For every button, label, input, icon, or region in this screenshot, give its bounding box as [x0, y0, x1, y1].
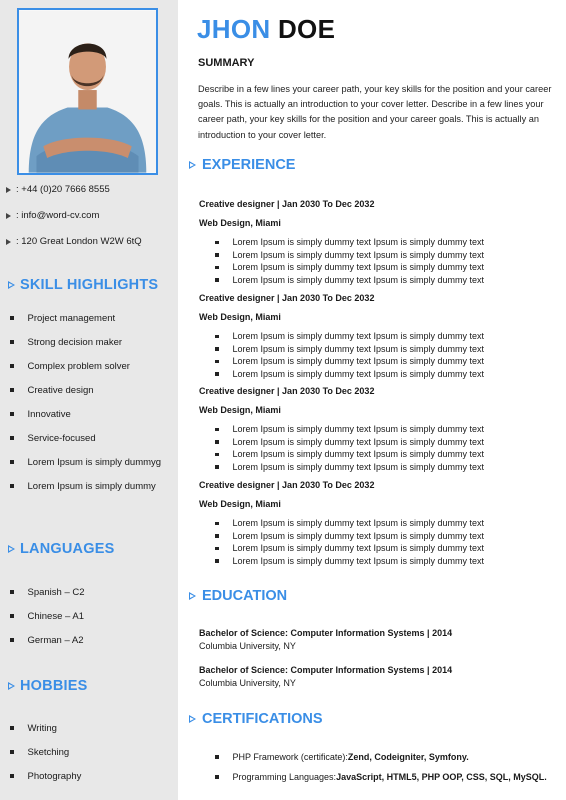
- bullet-text: Lorem Ipsum is simply dummy text Ipsum is simply dummy text: [232, 275, 485, 286]
- bullet-icon: [10, 774, 14, 778]
- bullet-icon: [215, 534, 219, 538]
- list-item: [215, 530, 559, 543]
- bullet-icon: [10, 638, 14, 642]
- job-place: Web Design, Miami: [199, 218, 281, 228]
- bullet-icon: [215, 278, 219, 282]
- bullet-icon: [10, 614, 14, 618]
- list-item: [10, 354, 161, 378]
- education-heading: [189, 588, 287, 604]
- list-item: [10, 378, 161, 402]
- language-text: Spanish – C2: [27, 586, 85, 598]
- bullet-text: Lorem Ipsum is simply dummy text Ipsum is simply dummy text: [232, 556, 485, 567]
- language-text: German – A2: [27, 634, 84, 646]
- job-title: Creative designer | Jan 2030 To Dec 2032: [199, 293, 375, 303]
- bullet-icon: [215, 465, 219, 469]
- bullet-text: Lorem Ipsum is simply dummy text Ipsum is simply dummy text: [232, 530, 485, 541]
- education-heading-text: EDUCATION: [202, 588, 288, 604]
- job-entry: [199, 293, 559, 380]
- job-bullets: [215, 517, 559, 567]
- profile-photo: [17, 8, 158, 175]
- bullet-text: Lorem Ipsum is simply dummy text Ipsum is simply dummy text: [232, 343, 485, 354]
- bullet-text: Lorem Ipsum is simply dummy text Ipsum is simply dummy text: [232, 249, 485, 260]
- skill-text: Project management: [27, 312, 116, 324]
- skill-text: Service-focused: [27, 432, 96, 444]
- skill-text: Creative design: [27, 384, 94, 396]
- bullet-text: Lorem Ipsum is simply dummy text Ipsum is simply dummy text: [232, 543, 485, 554]
- job-place: Web Design, Miami: [199, 499, 281, 509]
- list-item: [215, 343, 559, 356]
- bullet-text: Lorem Ipsum is simply dummy text Ipsum is simply dummy text: [232, 424, 485, 435]
- bullet-text: Lorem Ipsum is simply dummy text Ipsum is simply dummy text: [232, 237, 485, 248]
- bullet-icon: [10, 364, 14, 368]
- phone-icon: [6, 187, 11, 193]
- bullet-icon: [10, 340, 14, 344]
- bullet-icon: [215, 253, 219, 257]
- bullet-icon: [10, 750, 14, 754]
- hobby-text: Sketching: [27, 746, 70, 758]
- job-entry: [199, 480, 559, 567]
- certifications-list: [215, 747, 547, 787]
- contact-address: [6, 236, 142, 247]
- language-text: Chinese – A1: [27, 610, 85, 622]
- languages-heading-text: LANGUAGES: [20, 541, 115, 557]
- bullet-icon: [215, 440, 219, 444]
- school-text: Columbia University, NY: [199, 641, 296, 651]
- bullet-icon: [10, 388, 14, 392]
- list-item: [215, 436, 559, 449]
- list-item: [215, 555, 559, 568]
- list-item: [215, 423, 559, 436]
- bullet-text: Lorem Ipsum is simply dummy text Ipsum is simply dummy text: [232, 262, 485, 273]
- bullet-icon: [215, 559, 219, 563]
- list-item: [215, 747, 547, 767]
- hobby-text: Writing: [27, 722, 57, 734]
- skill-text: Innovative: [27, 408, 71, 420]
- bullet-text: Lorem Ipsum is simply dummy text Ipsum is simply dummy text: [232, 436, 485, 447]
- education-entry: [199, 627, 452, 653]
- hobbies-list: [10, 716, 81, 788]
- sidebar: [0, 0, 178, 800]
- skills-list: [10, 306, 161, 498]
- cert-value: JavaScript, HTML5, PHP OOP, CSS, SQL, MySQL.: [336, 772, 547, 782]
- bullet-icon: [10, 726, 14, 730]
- bullet-icon: [215, 547, 219, 551]
- list-item: [10, 474, 161, 498]
- list-item: [215, 767, 547, 787]
- list-item: [215, 355, 559, 368]
- certifications-heading: [189, 711, 323, 727]
- first-name: JHON: [197, 14, 271, 44]
- job-bullets: [215, 423, 559, 473]
- list-item: [215, 542, 559, 555]
- bullet-icon: [215, 241, 219, 245]
- contact-address-text: : 120 Great London W2W 6tQ: [16, 236, 142, 247]
- job-title: Creative designer | Jan 2030 To Dec 2032: [199, 386, 375, 396]
- bullet-icon: [215, 266, 219, 270]
- list-item: [215, 236, 559, 249]
- person-photo-illustration: [19, 10, 156, 173]
- bullet-icon: [215, 522, 219, 526]
- experience-heading: [189, 157, 295, 173]
- skill-text: Lorem Ipsum is simply dummyg: [27, 456, 162, 468]
- bullet-icon: [215, 360, 219, 364]
- education-entry: [199, 664, 452, 690]
- list-item: [10, 628, 85, 652]
- summary-text: Describe in a few lines your career path, your key skills for the position and your career goals. This is actually an introduction to your cover letter. Describe in a few lines your career path, your key skills for the position and your career goals. This is actually an introduction to your cover letter.: [198, 84, 552, 140]
- bullet-icon: [215, 775, 219, 779]
- skills-heading-text: SKILL HIGHLIGHTS: [20, 277, 159, 293]
- email-icon: [6, 213, 11, 219]
- list-item: [215, 274, 559, 287]
- bullet-icon: [215, 335, 219, 339]
- job-place: Web Design, Miami: [199, 312, 281, 322]
- list-item: [215, 368, 559, 381]
- list-item: [215, 448, 559, 461]
- bullet-icon: [215, 372, 219, 376]
- bullet-icon: [215, 453, 219, 457]
- list-item: [10, 330, 161, 354]
- bullet-text: Lorem Ipsum is simply dummy text Ipsum is simply dummy text: [232, 369, 485, 380]
- bullet-icon: [215, 428, 219, 432]
- hobbies-heading: [8, 678, 87, 694]
- list-item: [215, 517, 559, 530]
- skill-text: Lorem Ipsum is simply dummy: [27, 480, 156, 492]
- full-name: [197, 14, 335, 45]
- bullet-icon: [10, 316, 14, 320]
- hobbies-heading-text: HOBBIES: [20, 678, 88, 694]
- languages-heading: [8, 541, 114, 557]
- contact-phone-text: : +44 (0)20 7666 8555: [16, 184, 110, 195]
- bullet-text: Lorem Ipsum is simply dummy text Ipsum is simply dummy text: [232, 331, 485, 342]
- bullet-icon: [10, 590, 14, 594]
- skills-heading: [8, 277, 158, 293]
- bullet-text: Lorem Ipsum is simply dummy text Ipsum is simply dummy text: [232, 462, 485, 473]
- list-item: [10, 716, 81, 740]
- hobby-text: Photography: [27, 770, 82, 782]
- bullet-icon: [10, 412, 14, 416]
- job-bullets: [215, 330, 559, 380]
- job-entry: [199, 386, 559, 473]
- list-item: [10, 450, 161, 474]
- job-title: Creative designer | Jan 2030 To Dec 2032: [199, 480, 375, 490]
- list-item: [10, 402, 161, 426]
- bullet-icon: [10, 436, 14, 440]
- contact-email-text: : info@word-cv.com: [16, 210, 100, 221]
- languages-list: [10, 580, 85, 652]
- cert-label: Programming Languages:: [232, 772, 337, 782]
- list-item: [10, 604, 85, 628]
- list-item: [10, 580, 85, 604]
- experience-heading-text: EXPERIENCE: [202, 157, 296, 173]
- bullet-icon: [10, 484, 14, 488]
- section-arrow-icon: [8, 281, 15, 289]
- section-arrow-icon: [189, 161, 196, 169]
- summary-heading: SUMMARY: [198, 57, 255, 69]
- cert-value: Zend, Codeigniter, Symfony.: [347, 752, 469, 762]
- list-item: [10, 426, 161, 450]
- job-entry: [199, 199, 559, 286]
- contact-email: [6, 210, 99, 221]
- bullet-icon: [215, 755, 219, 759]
- section-arrow-icon: [8, 545, 15, 553]
- list-item: [10, 764, 81, 788]
- address-icon: [6, 239, 11, 245]
- list-item: [215, 461, 559, 474]
- section-arrow-icon: [189, 715, 196, 723]
- list-item: [10, 306, 161, 330]
- bullet-text: Lorem Ipsum is simply dummy text Ipsum is simply dummy text: [232, 449, 485, 460]
- degree-text: Bachelor of Science: Computer Information Systems | 2014: [199, 628, 453, 638]
- skill-text: Complex problem solver: [27, 360, 130, 372]
- bullet-icon: [10, 460, 14, 464]
- list-item: [215, 330, 559, 343]
- list-item: [215, 249, 559, 262]
- degree-text: Bachelor of Science: Computer Information Systems | 2014: [199, 665, 453, 675]
- list-item: [10, 740, 81, 764]
- contact-phone: [6, 184, 110, 195]
- bullet-text: Lorem Ipsum is simply dummy text Ipsum is simply dummy text: [232, 518, 485, 529]
- bullet-text: Lorem Ipsum is simply dummy text Ipsum is simply dummy text: [232, 356, 485, 367]
- last-name: DOE: [277, 14, 336, 44]
- certifications-heading-text: CERTIFICATIONS: [202, 711, 323, 727]
- list-item: [215, 261, 559, 274]
- section-arrow-icon: [8, 682, 15, 690]
- cert-label: PHP Framework (certificate):: [232, 752, 348, 762]
- job-bullets: [215, 236, 559, 286]
- job-place: Web Design, Miami: [199, 405, 281, 415]
- bullet-icon: [215, 347, 219, 351]
- job-title: Creative designer | Jan 2030 To Dec 2032: [199, 199, 375, 209]
- skill-text: Strong decision maker: [27, 336, 123, 348]
- main-content: [178, 0, 566, 800]
- school-text: Columbia University, NY: [199, 678, 296, 688]
- section-arrow-icon: [189, 592, 196, 600]
